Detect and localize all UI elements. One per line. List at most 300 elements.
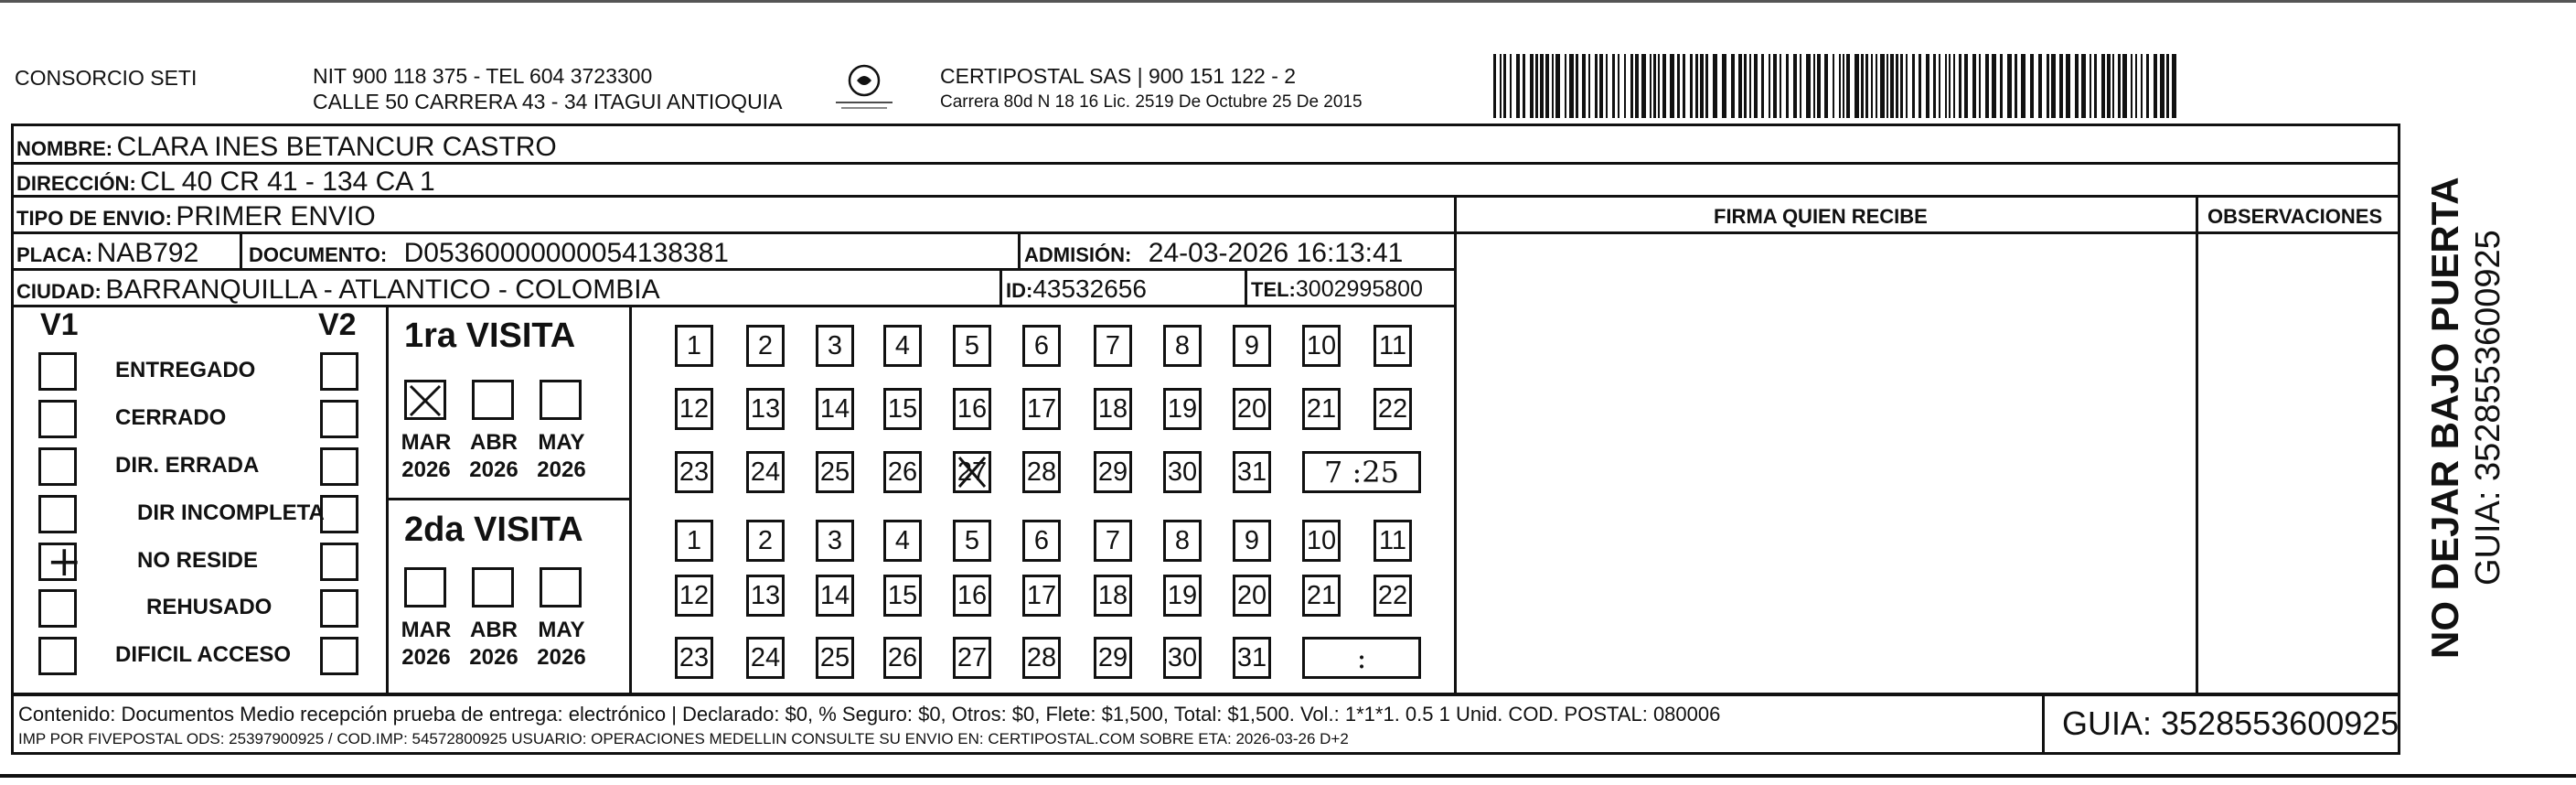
month-year-label: 2026 <box>469 645 518 670</box>
barcode-bar <box>1510 54 1512 118</box>
day-number: 31 <box>1236 642 1267 672</box>
barcode-bar <box>1624 54 1626 118</box>
day-box[interactable] <box>1022 575 1061 617</box>
day-number: 22 <box>1377 580 1408 610</box>
day-number: 11 <box>1378 525 1407 555</box>
day-number: 2 <box>757 525 774 555</box>
day-number: 26 <box>887 457 918 487</box>
barcode-bar <box>1744 54 1747 118</box>
day-box[interactable] <box>953 325 991 367</box>
barcode-bar <box>1690 54 1693 118</box>
day-box[interactable] <box>746 388 785 430</box>
footer-contenido: Contenido: Documentos Medio recepción prueba de entrega: electrónico | Declarado: $0, % Seguro: $0, Otros: $0, Flete: $1,500, Total: $1,500. Vol.: 1*1*1. 0.5 1 Unid. COD. POSTAL: 080006 <box>18 703 1721 726</box>
day-number: 4 <box>894 330 911 360</box>
day-box[interactable] <box>1302 388 1341 430</box>
handwritten-mark: + <box>47 536 82 586</box>
barcode-bar <box>1595 54 1598 118</box>
day-number: 3 <box>827 525 843 555</box>
barcode-bar <box>2090 54 2091 118</box>
day-number: 23 <box>679 642 710 672</box>
visit-divider-mid <box>629 307 632 694</box>
status-option-label: ENTREGADO <box>115 358 256 382</box>
certipostal-line: CERTIPOSTAL SAS | 900 151 122 - 2 <box>940 64 1297 88</box>
admision-cell <box>1024 238 1403 269</box>
direccion-label: DIRECCIÓN: <box>16 172 136 195</box>
barcode-bar <box>2146 54 2149 118</box>
barcode-bar <box>1979 54 1981 118</box>
certipostal-logo <box>832 60 896 115</box>
barcode-bar <box>1683 54 1685 118</box>
barcode-bar <box>1582 54 1586 118</box>
status-option-label: REHUSADO <box>146 595 273 619</box>
day-number: 9 <box>1244 525 1260 555</box>
day-box[interactable] <box>1163 637 1202 679</box>
barcode-bar <box>2000 54 2003 118</box>
status-option-label: DIR. ERRADA <box>115 453 260 478</box>
visit-divider-h <box>386 498 629 500</box>
tipo-row <box>16 201 376 232</box>
barcode-bar <box>1540 54 1544 118</box>
barcode <box>1493 54 2183 118</box>
barcode-bar <box>1769 54 1770 118</box>
day-box[interactable] <box>746 325 785 367</box>
barcode-bar <box>2094 54 2097 118</box>
day-box[interactable] <box>1302 575 1341 617</box>
day-number: 5 <box>964 525 980 555</box>
day-number: 30 <box>1167 457 1198 487</box>
barcode-bar <box>1786 54 1789 118</box>
day-box[interactable] <box>1094 575 1132 617</box>
day-box[interactable] <box>1022 451 1061 493</box>
firma-header: FIRMA QUIEN RECIBE <box>1714 205 1928 228</box>
barcode-bar <box>1700 54 1704 118</box>
col-divider-observaciones <box>2196 198 2198 694</box>
v1-checkbox[interactable] <box>38 400 77 438</box>
barcode-bar <box>1738 54 1742 118</box>
barcode-bar <box>1939 54 1940 118</box>
day-box[interactable] <box>1094 520 1132 562</box>
day-box[interactable] <box>1302 325 1341 367</box>
day-number: 14 <box>819 393 850 424</box>
tel-value: 3002995800 <box>1295 276 1423 302</box>
day-number: 8 <box>1174 330 1191 360</box>
day-number: 7 <box>1105 330 1121 360</box>
barcode-bar <box>1493 54 1496 118</box>
day-box[interactable] <box>883 575 922 617</box>
v2-checkbox[interactable] <box>320 352 358 391</box>
day-number: 27 <box>957 642 988 672</box>
day-number: 5 <box>964 330 980 360</box>
cell-divider <box>1245 271 1247 305</box>
direccion-row <box>16 167 435 198</box>
day-box[interactable] <box>816 388 854 430</box>
day-box[interactable] <box>953 637 991 679</box>
day-box[interactable] <box>1233 637 1271 679</box>
day-number: 15 <box>887 393 918 424</box>
documento-cell <box>249 238 729 269</box>
barcode-bar <box>1985 54 1989 118</box>
barcode-bar <box>1906 54 1908 118</box>
barcode-bar <box>1800 54 1801 118</box>
cell-divider <box>999 271 1002 305</box>
day-box[interactable] <box>1163 325 1202 367</box>
day-box[interactable] <box>1163 520 1202 562</box>
id-value: 43532656 <box>1032 274 1147 303</box>
barcode-bar <box>1890 54 1894 118</box>
barcode-bar <box>2131 54 2132 118</box>
time-box[interactable]: : <box>1302 637 1421 679</box>
day-number: 6 <box>1033 330 1050 360</box>
day-number: 4 <box>894 525 911 555</box>
day-number: 30 <box>1167 642 1198 672</box>
barcode-bar <box>1500 54 1502 118</box>
month-year-label: 2026 <box>401 645 451 670</box>
day-box[interactable] <box>1374 325 1412 367</box>
day-number: 14 <box>819 580 850 610</box>
day-box[interactable] <box>1374 575 1412 617</box>
barcode-bar <box>1754 54 1758 118</box>
barcode-bar <box>1677 54 1680 118</box>
day-number: 17 <box>1026 393 1057 424</box>
address-line: CALLE 50 CARRERA 43 - 34 ITAGUI ANTIOQUIA <box>313 90 783 113</box>
nit-line: NIT 900 118 375 - TEL 604 3723300 <box>313 64 653 88</box>
day-number: 17 <box>1026 580 1057 610</box>
time-box[interactable]: 7 :25 <box>1302 451 1421 493</box>
observaciones-header: OBSERVACIONES <box>2207 205 2383 228</box>
barcode-bar <box>1949 54 1951 118</box>
barcode-bar <box>1599 54 1603 118</box>
admision-label: ADMISIÓN: <box>1024 243 1132 266</box>
placa-cell <box>16 238 198 269</box>
direccion-value: CL 40 CR 41 - 134 CA 1 <box>140 167 435 197</box>
barcode-bar <box>2066 54 2070 118</box>
barcode-bar <box>1953 54 1955 118</box>
day-box[interactable] <box>675 388 713 430</box>
barcode-bar <box>2172 54 2176 118</box>
day-box[interactable] <box>675 637 713 679</box>
v2-checkbox[interactable] <box>320 400 358 438</box>
barcode-bar <box>1833 54 1834 118</box>
barcode-bar <box>1992 54 1996 118</box>
barcode-bar <box>1588 54 1590 118</box>
day-box[interactable] <box>1163 451 1202 493</box>
day-box[interactable] <box>1094 325 1132 367</box>
barcode-bar <box>1871 54 1873 118</box>
day-box[interactable] <box>746 575 785 617</box>
v1-checkbox[interactable] <box>38 589 77 628</box>
day-number: 18 <box>1097 393 1128 424</box>
documento-label: DOCUMENTO: <box>249 243 388 266</box>
admision-value: 24-03-2026 16:13:41 <box>1148 238 1404 268</box>
col-divider-firma <box>1454 198 1457 694</box>
barcode-bar <box>2007 54 2012 118</box>
placa-label: PLACA: <box>16 243 93 266</box>
day-number: 21 <box>1306 393 1337 424</box>
day-box[interactable] <box>675 575 713 617</box>
placa-value: NAB792 <box>96 238 199 268</box>
day-box[interactable] <box>1233 575 1271 617</box>
barcode-bar <box>2166 54 2169 118</box>
day-box[interactable] <box>1374 520 1412 562</box>
day-number: 25 <box>819 457 850 487</box>
barcode-bar <box>1900 54 1903 118</box>
day-number: 22 <box>1377 393 1408 424</box>
day-number: 1 <box>686 525 702 555</box>
month-checkbox[interactable] <box>540 380 582 420</box>
barcode-bar <box>1972 54 1976 118</box>
month-year-label: 2026 <box>537 457 586 482</box>
day-number: 16 <box>957 393 988 424</box>
v1-checkbox[interactable] <box>38 352 77 391</box>
day-box[interactable] <box>1163 388 1202 430</box>
barcode-bar <box>1552 54 1554 118</box>
barcode-bar <box>1565 54 1566 118</box>
day-box[interactable] <box>1094 637 1132 679</box>
day-number: 26 <box>887 642 918 672</box>
barcode-bar <box>1523 54 1525 118</box>
tipo-value: PRIMER ENVIO <box>176 201 376 231</box>
barcode-bar <box>1705 54 1708 118</box>
day-box[interactable] <box>816 325 854 367</box>
barcode-bar <box>1926 54 1929 118</box>
v2-checkbox[interactable] <box>320 543 358 581</box>
barcode-bar <box>2101 54 2105 118</box>
day-number: 11 <box>1378 330 1407 360</box>
status-option-label: CERRADO <box>115 405 227 430</box>
month-checkbox[interactable] <box>472 380 514 420</box>
day-box[interactable] <box>816 637 854 679</box>
barcode-bar <box>1658 54 1660 118</box>
barcode-bar <box>1612 54 1615 118</box>
barcode-bar <box>1896 54 1898 118</box>
company-name: CONSORCIO SETI <box>15 66 198 90</box>
barcode-bar <box>1964 54 1968 118</box>
barcode-bar <box>1855 54 1859 118</box>
barcode-bar <box>1912 54 1915 118</box>
documento-value: D05360000000054138381 <box>403 238 729 268</box>
barcode-bar <box>1516 54 1520 118</box>
ciudad-value: BARRANQUILLA - ATLANTICO - COLOMBIA <box>105 274 660 305</box>
day-box[interactable] <box>1163 575 1202 617</box>
barcode-bar <box>1817 54 1821 118</box>
v1-checkbox[interactable] <box>38 447 77 486</box>
day-box[interactable] <box>1022 325 1061 367</box>
day-number: 27 <box>957 457 988 487</box>
barcode-bar <box>1545 54 1549 118</box>
day-box[interactable] <box>746 451 785 493</box>
tel-label: TEL: <box>1251 278 1296 301</box>
barcode-bar <box>2015 54 2017 118</box>
barcode-bar <box>1919 54 1921 118</box>
day-box[interactable] <box>1374 388 1412 430</box>
barcode-bar <box>1555 54 1560 118</box>
barcode-bar <box>1635 54 1639 118</box>
day-number: 24 <box>750 457 781 487</box>
day-number: 18 <box>1097 580 1128 610</box>
tel-cell <box>1251 276 1423 303</box>
barcode-bar <box>1945 54 1947 118</box>
month-label: MAR <box>401 430 452 455</box>
day-number: 25 <box>819 642 850 672</box>
bottom-edge-line <box>0 774 2576 778</box>
day-box[interactable] <box>953 575 991 617</box>
visit1-title: 1ra VISITA <box>404 317 576 355</box>
day-box[interactable] <box>1022 637 1061 679</box>
checked-x-mark <box>407 382 444 419</box>
v2-checkbox[interactable] <box>320 495 358 533</box>
barcode-bar <box>1731 54 1735 118</box>
month-checkbox[interactable] <box>404 380 446 420</box>
day-number: 16 <box>957 580 988 610</box>
barcode-bar <box>1670 54 1674 118</box>
barcode-bar <box>1861 54 1864 118</box>
barcode-bar <box>1793 54 1797 118</box>
top-edge-line <box>0 0 2576 3</box>
day-number: 10 <box>1306 525 1337 555</box>
day-box[interactable] <box>675 520 713 562</box>
day-box[interactable] <box>1233 451 1271 493</box>
barcode-bar <box>1773 54 1777 118</box>
day-box[interactable] <box>675 325 713 367</box>
barcode-bar <box>2038 54 2042 118</box>
day-box[interactable] <box>883 388 922 430</box>
v1-checkbox[interactable] <box>38 637 77 675</box>
barcode-bar <box>2075 54 2079 118</box>
day-box[interactable] <box>953 451 991 493</box>
barcode-bar <box>1933 54 1936 118</box>
day-box[interactable] <box>1302 520 1341 562</box>
day-number: 2 <box>757 330 774 360</box>
day-box[interactable] <box>883 325 922 367</box>
month-label: MAR <box>401 618 452 642</box>
month-checkbox[interactable] <box>404 567 446 608</box>
day-number: 15 <box>887 580 918 610</box>
barcode-bar <box>1824 54 1828 118</box>
v1-checkbox[interactable] <box>38 536 82 586</box>
day-box[interactable] <box>883 451 922 493</box>
month-checkbox[interactable] <box>472 567 514 608</box>
barcode-bar <box>1713 54 1717 118</box>
day-box[interactable] <box>953 388 991 430</box>
day-number: 13 <box>750 580 781 610</box>
day-box[interactable] <box>1022 388 1061 430</box>
month-checkbox[interactable] <box>540 567 582 608</box>
barcode-bar <box>1887 54 1888 118</box>
day-box[interactable] <box>953 520 991 562</box>
barcode-bar <box>1761 54 1764 118</box>
barcode-bar <box>1722 54 1726 118</box>
barcode-bar <box>2051 54 2056 118</box>
barcode-bar <box>2122 54 2127 118</box>
ciudad-label: CIUDAD: <box>16 280 102 303</box>
barcode-bar <box>1530 54 1534 118</box>
barcode-bar <box>1839 54 1841 118</box>
barcode-bar <box>1806 54 1811 118</box>
day-box[interactable] <box>816 575 854 617</box>
ciudad-cell <box>16 274 660 306</box>
barcode-bar <box>2059 54 2063 118</box>
barcode-bar <box>1865 54 1868 118</box>
day-box[interactable] <box>1022 520 1061 562</box>
day-number: 23 <box>679 457 710 487</box>
v2-checkbox[interactable] <box>320 589 358 628</box>
day-box[interactable] <box>1094 451 1132 493</box>
day-box[interactable] <box>1233 325 1271 367</box>
day-number: 8 <box>1174 525 1191 555</box>
footer-guia: GUIA: 3528553600925 <box>2062 704 2400 742</box>
day-box[interactable] <box>1233 520 1271 562</box>
status-option-label: DIR INCOMPLETA <box>137 500 325 525</box>
barcode-bar <box>1650 54 1651 118</box>
barcode-bar <box>1880 54 1885 118</box>
day-box[interactable] <box>675 451 713 493</box>
day-number: 19 <box>1167 393 1198 424</box>
barcode-bar <box>1653 54 1656 118</box>
barcode-bar <box>1876 54 1877 118</box>
month-label: MAY <box>538 618 585 642</box>
nombre-row <box>16 132 557 163</box>
day-number: 3 <box>827 330 843 360</box>
barcode-bar <box>1535 54 1538 118</box>
month-label: ABR <box>470 618 518 642</box>
day-box[interactable] <box>1233 388 1271 430</box>
day-number: 19 <box>1167 580 1198 610</box>
v1-checkbox[interactable] <box>38 495 77 533</box>
barcode-bar <box>2135 54 2137 118</box>
tipo-label: TIPO DE ENVIO: <box>16 207 172 230</box>
barcode-bar <box>1503 54 1506 118</box>
cell-divider <box>1018 234 1021 268</box>
barcode-bar <box>1749 54 1751 118</box>
day-number: 13 <box>750 393 781 424</box>
barcode-bar <box>1780 54 1781 118</box>
day-box[interactable] <box>883 520 922 562</box>
barcode-bar <box>1606 54 1608 118</box>
day-box[interactable] <box>816 451 854 493</box>
barcode-bar <box>1813 54 1815 118</box>
month-year-label: 2026 <box>537 645 586 670</box>
barcode-bar <box>2047 54 2049 118</box>
v2-header: V2 <box>318 307 357 342</box>
day-number: 29 <box>1097 642 1128 672</box>
month-label: ABR <box>470 430 518 455</box>
barcode-bar <box>1630 54 1633 118</box>
day-box[interactable] <box>816 520 854 562</box>
day-box[interactable] <box>746 637 785 679</box>
v2-checkbox[interactable] <box>320 637 358 675</box>
barcode-bar <box>2118 54 2121 118</box>
day-box[interactable] <box>1094 388 1132 430</box>
day-box[interactable] <box>746 520 785 562</box>
v2-checkbox[interactable] <box>320 447 358 486</box>
barcode-bar <box>2141 54 2143 118</box>
v1-header: V1 <box>40 307 79 342</box>
status-option-label: DIFICIL ACCESO <box>115 642 292 667</box>
visit-divider-left <box>386 307 389 694</box>
barcode-bar <box>2154 54 2157 118</box>
cell-divider <box>240 234 242 268</box>
barcode-bar <box>1618 54 1619 118</box>
barcode-bar <box>1959 54 1961 118</box>
day-number: 1 <box>686 330 702 360</box>
barcode-bar <box>2112 54 2114 118</box>
day-box[interactable] <box>883 637 922 679</box>
barcode-bar <box>2030 54 2034 118</box>
visit2-title: 2da VISITA <box>404 511 583 549</box>
barcode-bar <box>2081 54 2086 118</box>
day-number: 28 <box>1026 642 1057 672</box>
day-number: 12 <box>679 580 710 610</box>
